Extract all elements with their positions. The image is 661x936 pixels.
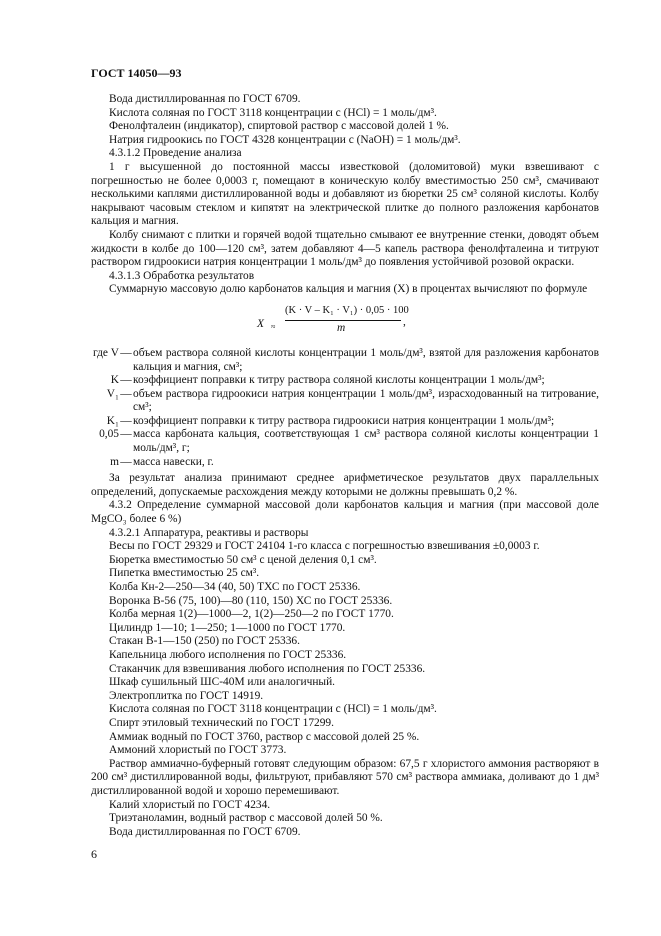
definition-dash: — [120,374,132,387]
paragraph: Стаканчик для взвешивания любого исполнения по ГОСТ 25336. [109,662,426,675]
variable-definitions [79,347,599,469]
definition-row [79,456,599,470]
definition-dash: — [120,387,132,400]
paragraph: Колбу снимают с плитки и горячей водой тщательно смывают ее внутренние стенки, доводят объем жидкости в колбе до 100—120 см³, затем добавляют 4—5 капель раствора фенолфталеина и титруют раствором гидроокиси натрия концентрации 1 моль/дм³ до появления устойчивой розовой окраски. [91,228,599,269]
definition-text: объем раствора гидроокиси натрия концентрации 1 моль/дм³, израсходованный на титрование, см³; [133,387,599,414]
paragraph: Колба Кн-2—250—34 (40, 50) ТХС по ГОСТ 25336. [109,581,361,593]
definition-symbol: m [110,455,119,468]
paragraph: Колба мерная 1(2)—1000—2, 1(2)—250—2 по ГОСТ 1770. [109,608,394,621]
definition-row [79,374,599,388]
paragraph: 4.3.2 Определение суммарной массовой доли карбонатов кальция и магния (при массовой доле MgCO₃ более 6 %) [91,499,599,526]
paragraph: 4.3.1.3 Обработка результатов [109,269,255,282]
page-number: 6 [91,847,97,861]
definition-dash: — [120,414,132,427]
paragraph: Триэтаноламин, водный раствор с массовой долей 50 %. [109,812,383,825]
paragraph: Пипетка вместимостью 25 см³. [109,567,260,580]
definition-row [79,428,599,455]
definition-text: коэффициент поправки к титру раствора соляной кислоты концентрации 1 моль/дм³; [133,374,545,387]
paragraph: Раствор аммиачно-буферный готовят следующим образом: 67,5 г хлористого аммония растворяют в 200 см³ дистиллированной воды, фильтруют, прибавляют 570 см³ раствора аммиака, доливают до 1 дм³ дистиллированной водой и хорошо перемешивают. [91,757,599,797]
paragraph: Аммиак водный по ГОСТ 3760, раствор с массовой долей 25 %. [109,730,420,743]
paragraph: Электроплитка по ГОСТ 14919. [109,689,264,702]
definition-row [79,347,599,374]
paragraph: Кислота соляная по ГОСТ 3118 концентрации c (HCl) = 1 моль/дм³. [109,106,437,119]
definition-symbol: K₁ [106,414,119,427]
paragraph: Натрия гидроокись по ГОСТ 4328 концентрации c (NaOH) = 1 моль/дм³. [109,133,461,146]
definition-dash: — [120,455,132,468]
definition-text: масса навески, г. [133,455,214,468]
paragraph: Стакан В-1—150 (250) по ГОСТ 25336. [109,635,300,648]
formula-trailing-comma: , [403,315,406,328]
paragraph: 1 г высушенной до постоянной массы известковой (доломитовой) муки взвешивают с погрешностью не более 0,0003 г, помещают в коническую колбу вместимостью 250 см³, смачивают несколькими каплями дистиллированной воды и добавляют из бюретки 25 см³ соляной кислоты. Колбу накрывают часовым стеклом и кипятят на электрической плитке до полного разложения карбонатов кальция и магния. [91,160,599,228]
definition-symbol: 0,05 [99,428,119,441]
definition-dash: — [120,428,132,441]
document-header: ГОСТ 14050—93 [91,66,182,80]
formula-numerator: (K · V – K₁ · V₁) · 0,05 · 100 [285,304,409,316]
formula-denominator: m [337,321,346,334]
definition-symbol: K [110,374,119,387]
paragraph: Аммоний хлористый по ГОСТ 3773. [109,744,287,757]
definition-symbol: V₁ [106,387,119,400]
formula-approx-sign: ≈ [271,321,276,331]
paragraph: Калий хлористый по ГОСТ 4234. [109,798,271,811]
paragraph: Цилиндр 1—10; 1—250; 1—1000 по ГОСТ 1770. [109,621,346,634]
paragraph: Весы по ГОСТ 29329 и ГОСТ 24104 1-го класса с погрешностью взвешивания ±0,0003 г. [109,540,540,553]
paragraph: За результат анализа принимают среднее арифметическое результатов двух параллельных определений, допускаемые расхождения между которыми не должны превышать 0,2 %. [91,472,599,498]
paragraph: 4.3.2.1 Аппаратура, реактивы и растворы [109,526,309,539]
formula-fraction-bar [285,320,401,321]
paragraph: Капельница любого исполнения по ГОСТ 25336. [109,648,347,661]
paragraph: Суммарную массовую долю карбонатов кальция и магния (X) в процентах вычисляют по формуле [109,283,588,296]
definition-text: коэффициент поправки к титру раствора гидроокиси натрия концентрации 1 моль/дм³; [133,414,555,427]
definition-text: масса карбоната кальция, соответствующая 1 см³ раствора соляной кислоты концентрации 1 моль/дм³, г; [133,428,599,455]
paragraph: Бюретка вместимостью 50 см³ с ценой деления 0,1 см³. [109,553,377,566]
definition-dash: — [120,346,132,359]
definition-row [79,415,599,429]
paragraph: Вода дистиллированная по ГОСТ 6709. [109,825,301,838]
definition-row [79,388,599,415]
formula-lhs: X [257,317,264,330]
paragraph: Шкаф сушильный ШС-40М или аналогичный. [109,676,336,689]
formula [91,303,599,339]
definition-text: объем раствора соляной кислоты концентрации 1 моль/дм³, взятой для разложения карбонатов кальция и магния, см³; [133,346,599,373]
top-paragraphs [91,93,599,297]
paragraph: Вода дистиллированная по ГОСТ 6709. [109,93,301,105]
page-content [91,93,599,839]
definition-symbol: где V [92,346,119,359]
paragraph: Кислота соляная по ГОСТ 3118 концентрации c (HCl) = 1 моль/дм³. [109,703,437,716]
paragraph: Фенолфталеин (индикатор), спиртовой раствор с массовой долей 1 %. [109,120,449,133]
paragraph: Воронка В-56 (75, 100)—80 (110, 150) ХС по ГОСТ 25336. [109,594,393,607]
paragraph: Спирт этиловый технический по ГОСТ 17299. [109,716,334,729]
paragraph: 4.3.1.2 Проведение анализа [109,147,242,160]
bottom-paragraphs [91,472,599,839]
